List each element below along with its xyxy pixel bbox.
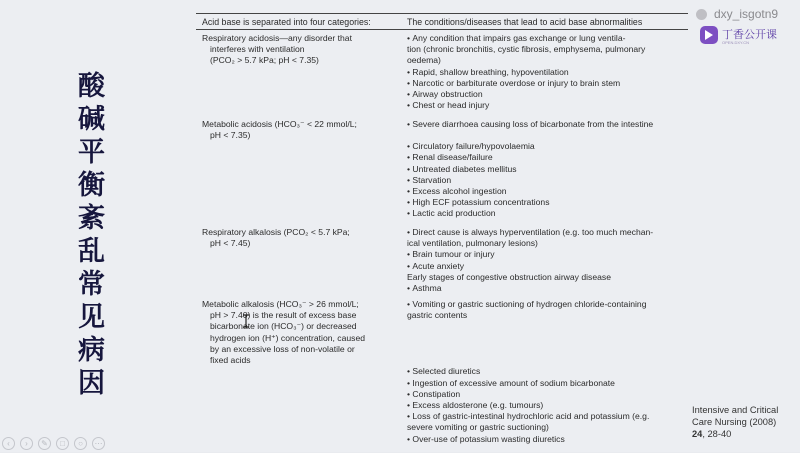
cause-item: • Excess aldosterone (e.g. tumours) bbox=[407, 400, 688, 411]
cause-item: • Severe diarrhoea causing loss of bicarbonate from the intestine bbox=[407, 119, 688, 130]
cause-item: • Chest or head injury bbox=[407, 100, 688, 111]
cause-item: • Starvation bbox=[407, 175, 688, 186]
cause-item: • Over-use of potassium wasting diuretics bbox=[407, 434, 688, 445]
row-respiratory-acidosis-category bbox=[202, 33, 390, 67]
watermark bbox=[692, 7, 800, 67]
next-icon[interactable]: › bbox=[20, 437, 33, 450]
cause-item: • Acute anxiety bbox=[407, 261, 688, 272]
row-metabolic-acidosis-causes bbox=[407, 119, 688, 220]
cause-item: Early stages of congestive obstruction airway disease bbox=[407, 271, 611, 282]
cause-item: • Loss of gastric-intestinal hydrochloric acid and potassium (e.g. bbox=[407, 411, 688, 422]
category-line: Respiratory acidosis—any disorder that bbox=[202, 33, 352, 43]
watermark-brand: 丁香公开课 bbox=[722, 28, 777, 41]
category-line: Metabolic acidosis (HCO₃⁻ < 22 mmol/L; bbox=[202, 119, 357, 129]
cause-item: • Airway obstruction bbox=[407, 89, 688, 100]
category-line: bicarbonate ion (HCO₃⁻) or decreased bbox=[210, 321, 357, 332]
cause-item: • High ECF potassium concentrations bbox=[407, 197, 688, 208]
row-respiratory-alkalosis-causes bbox=[407, 227, 688, 294]
cause-item: • Ingestion of excessive amount of sodium bicarbonate bbox=[407, 378, 688, 389]
copy-icon[interactable]: □ bbox=[56, 437, 69, 450]
category-line: by an excessive loss of non-volatile or bbox=[210, 343, 355, 354]
category-line: pH < 7.35) bbox=[210, 130, 251, 141]
cause-item: severe vomiting or gastric suctioning) bbox=[407, 422, 549, 433]
spacer bbox=[407, 130, 688, 141]
citation-volume: 24 bbox=[692, 429, 703, 439]
category-line: fixed acids bbox=[210, 355, 251, 366]
cause-item: tion (chronic bronchitis, cystic fibrosis, emphysema, pulmonary bbox=[407, 44, 646, 55]
cause-item: • Brain tumour or injury bbox=[407, 249, 688, 260]
cause-item: • Any condition that impairs gas exchange or lung ventila- bbox=[407, 33, 688, 44]
pen-icon[interactable]: ✎ bbox=[38, 437, 51, 450]
side-title: 酸碱平衡紊乱常见病因 bbox=[78, 71, 105, 399]
cause-item: • Lactic acid production bbox=[407, 208, 688, 219]
col1-header: Acid base is separated into four categories: bbox=[202, 17, 371, 27]
citation-line: Care Nursing (2008) bbox=[692, 417, 777, 427]
row-metabolic-acidosis-category bbox=[202, 119, 390, 141]
cause-item: • Vomiting or gastric suctioning of hydrogen chloride-containing bbox=[407, 299, 688, 310]
citation-line: Intensive and Critical bbox=[692, 405, 779, 415]
cause-item: • Circulatory failure/hypovolaemia bbox=[407, 141, 688, 152]
cause-item: gastric contents bbox=[407, 310, 468, 321]
citation bbox=[692, 404, 800, 440]
header-rule bbox=[196, 29, 688, 30]
acid-base-table bbox=[196, 13, 688, 453]
cause-item: • Constipation bbox=[407, 389, 688, 400]
cause-item: • Narcotic or barbiturate overdose or injury to brain stem bbox=[407, 78, 688, 89]
text-cursor-icon bbox=[242, 314, 250, 328]
watermark-sub: OPEN.DXY.CN bbox=[722, 40, 750, 45]
watermark-handle: dxy_isgotn9 bbox=[714, 7, 779, 21]
cause-item: oedema) bbox=[407, 55, 441, 66]
row-metabolic-alkalosis-category bbox=[202, 299, 390, 366]
row-respiratory-acidosis-causes bbox=[407, 33, 688, 111]
col2-header: The conditions/diseases that lead to acid base abnormalities bbox=[407, 17, 643, 27]
row-respiratory-alkalosis-category bbox=[202, 227, 390, 249]
category-line: hydrogen ion (H⁺) concentration, caused bbox=[210, 332, 366, 343]
category-line: interferes with ventilation bbox=[210, 44, 305, 55]
category-line: pH > 7.40) is the result of excess base bbox=[210, 310, 357, 321]
category-line: Respiratory alkalosis (PCO₂ < 5.7 kPa; bbox=[202, 227, 350, 237]
category-line: Metabolic alkalosis (HCO₃⁻ > 26 mmol/L; bbox=[202, 299, 359, 309]
cause-item: • Untreated diabetes mellitus bbox=[407, 164, 688, 175]
user-icon bbox=[696, 9, 707, 20]
table-top-rule bbox=[196, 13, 688, 14]
more-icon[interactable]: ⋯ bbox=[92, 437, 105, 450]
category-line: (PCO₂ > 5.7 kPa; pH < 7.35) bbox=[210, 55, 319, 66]
spacer bbox=[407, 321, 688, 366]
citation-pages: , 28-40 bbox=[702, 429, 732, 439]
cause-item: ical ventilation, pulmonary lesions) bbox=[407, 238, 538, 249]
cause-item: • Excess alcohol ingestion bbox=[407, 186, 688, 197]
prev-icon[interactable]: ‹ bbox=[2, 437, 15, 450]
category-line: pH < 7.45) bbox=[210, 238, 251, 249]
citation-line bbox=[692, 428, 800, 440]
cause-item: • Rapid, shallow breathing, hypoventilation bbox=[407, 67, 688, 78]
cause-item: • Renal disease/failure bbox=[407, 152, 688, 163]
cause-item: • Selected diuretics bbox=[407, 366, 688, 377]
play-logo-icon bbox=[700, 26, 718, 44]
row-metabolic-alkalosis-causes bbox=[407, 299, 688, 445]
search-icon[interactable]: ○ bbox=[74, 437, 87, 450]
cause-item: • Asthma bbox=[407, 283, 688, 294]
cause-item: • Direct cause is always hyperventilation (e.g. too much mechan- bbox=[407, 227, 688, 238]
